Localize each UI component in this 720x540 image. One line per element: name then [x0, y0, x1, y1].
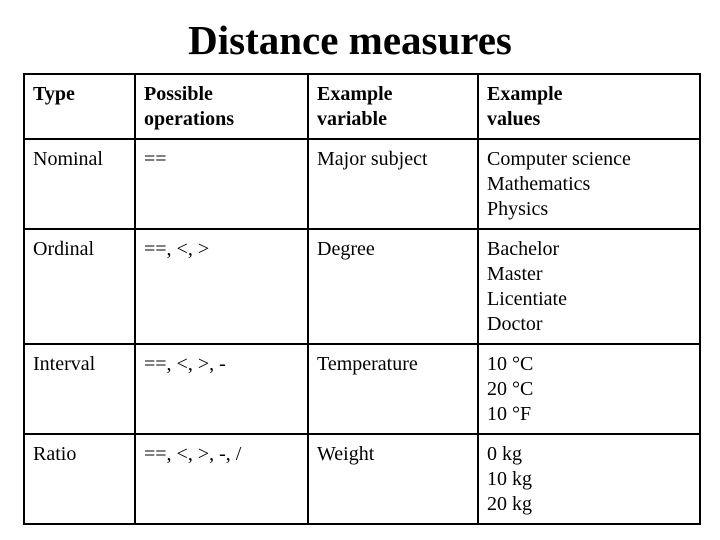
header-operations: [135, 74, 308, 139]
operations-cell: ==: [135, 139, 308, 229]
variable-cell: Temperature: [308, 344, 478, 434]
table-row: [24, 434, 700, 524]
operations-cell: ==, <, >: [135, 229, 308, 344]
type-cell: Ratio: [24, 434, 135, 524]
value-item: Computer science: [487, 148, 631, 170]
value-item: Mathematics: [487, 173, 591, 195]
header-type: [24, 74, 135, 139]
values-cell: [478, 229, 700, 344]
value-item: 10 °C: [487, 353, 534, 375]
value-item: Bachelor: [487, 238, 560, 260]
value-item: Licentiate: [487, 288, 567, 310]
type-cell: Interval: [24, 344, 135, 434]
value-item: 20 °C: [487, 378, 534, 400]
value-item: 0 kg: [487, 443, 522, 465]
table-header-row: [24, 74, 700, 139]
header-variable: [308, 74, 478, 139]
value-item: 10 kg: [487, 468, 532, 490]
header-values-label: Example values: [487, 83, 563, 130]
variable-cell: Degree: [308, 229, 478, 344]
header-values: [478, 74, 700, 139]
table-row: [24, 139, 700, 229]
operations-cell: ==, <, >, -, /: [135, 434, 308, 524]
value-item: Doctor: [487, 313, 543, 335]
value-item: 20 kg: [487, 493, 532, 515]
type-cell: Nominal: [24, 139, 135, 229]
page-title: Distance measures: [188, 17, 512, 63]
variable-cell: Major subject: [308, 139, 478, 229]
variable-cell: Weight: [308, 434, 478, 524]
operations-cell: ==, <, >, -: [135, 344, 308, 434]
header-variable-label: Example variable: [317, 83, 393, 130]
header-operations-label: Possible operations: [144, 83, 234, 130]
distance-measures-table: [23, 73, 701, 525]
value-item: Master: [487, 263, 543, 285]
values-cell: [478, 139, 700, 229]
table-row: [24, 229, 700, 344]
value-item: 10 °F: [487, 403, 532, 425]
header-type-label: Type: [33, 83, 75, 105]
value-item: Physics: [487, 198, 549, 220]
table-row: [24, 344, 700, 434]
type-cell: Ordinal: [24, 229, 135, 344]
values-cell: [478, 434, 700, 524]
values-cell: [478, 344, 700, 434]
